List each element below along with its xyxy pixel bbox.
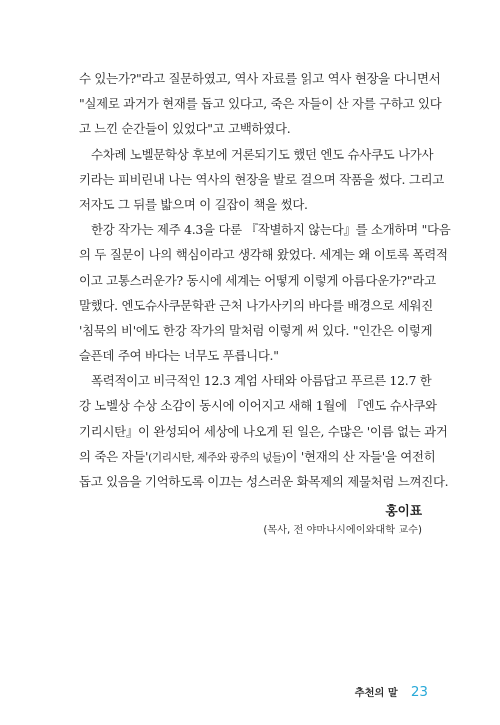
recommendation-text	[79, 66, 451, 494]
text-line: 저자도 그 뒤를 밟으며 이 길잡이 책을 썼다.	[79, 196, 308, 212]
paragraph-4	[79, 368, 449, 494]
author-name: 홍이표	[385, 503, 422, 518]
paragraph-3	[79, 217, 451, 368]
author-title: (목사, 전 야마나시에이와대학 교수)	[263, 525, 422, 536]
paragraph-2	[79, 142, 445, 218]
section-label: 추천의 말	[354, 688, 398, 699]
text-line: 수차례 노벨문학상 후보에 거론되기도 했던 엔도 슈사쿠도 나가사	[91, 146, 434, 162]
text-line: 말했다. 엔도슈사쿠문학관 근처 나가사키의 바다를 배경으로 세워진	[79, 297, 433, 313]
page-number: 23	[410, 683, 428, 700]
text-line: 의 두 질문이 나의 핵심이라고 생각해 왔었다. 세계는 왜 이토록 폭력적	[79, 247, 448, 263]
text-line: 이고 고통스러운가? 동시에 세계는 어떻게 이렇게 아름다운가?"라고	[79, 272, 436, 288]
signature-block	[263, 502, 422, 540]
text-line: 슬픈데 주여 바다는 너무도 푸릅니다."	[79, 348, 279, 364]
text-line: 키라는 피비린내 나는 역사의 현장을 발로 걸으며 작품을 썼다. 그리고	[79, 171, 445, 187]
text-line: 강 노벨상 수상 소감이 동시에 이어지고 새해 1월에 『엔도 슈사쿠와	[79, 398, 437, 414]
text-line: 고 느낀 순간들이 있었다"고 고백하였다.	[79, 121, 291, 137]
text-line: '침묵의 비'에도 한강 작가의 말처럼 이렇게 써 있다. "인간은 이렇게	[79, 322, 433, 338]
parenthetical-note: (기리시탄, 제주와 광주의 넋들)	[148, 451, 286, 464]
page-footer	[355, 681, 428, 700]
text-fragment: 이 '현재의 산 자들'을 여전히	[285, 448, 436, 464]
text-fragment: 의 죽은 자들'	[79, 448, 149, 464]
text-line: "실제로 과거가 현재를 돕고 있다고, 죽은 자들이 산 자를 구하고 있다	[79, 96, 442, 112]
text-line: 기리시탄』이 완성되어 세상에 나오게 된 일은, 수많은 '이름 없는 과거	[79, 423, 448, 439]
text-line	[79, 444, 436, 469]
text-line: 한강 작가는 제주 4.3을 다룬 『작별하지 않는다』를 소개하며 "다음	[91, 222, 451, 238]
text-line: 폭력적이고 비극적인 12.3 계엄 사태와 아름답고 푸르른 12.7 한	[91, 373, 432, 389]
paragraph-1	[79, 66, 442, 142]
text-line: 수 있는가?"라고 질문하였고, 역사 자료를 읽고 역사 현장을 다니면서	[79, 71, 441, 86]
text-line: 돕고 있음을 기억하도록 이끄는 성스러운 화목제의 제물처럼 느껴진다.	[79, 474, 449, 489]
